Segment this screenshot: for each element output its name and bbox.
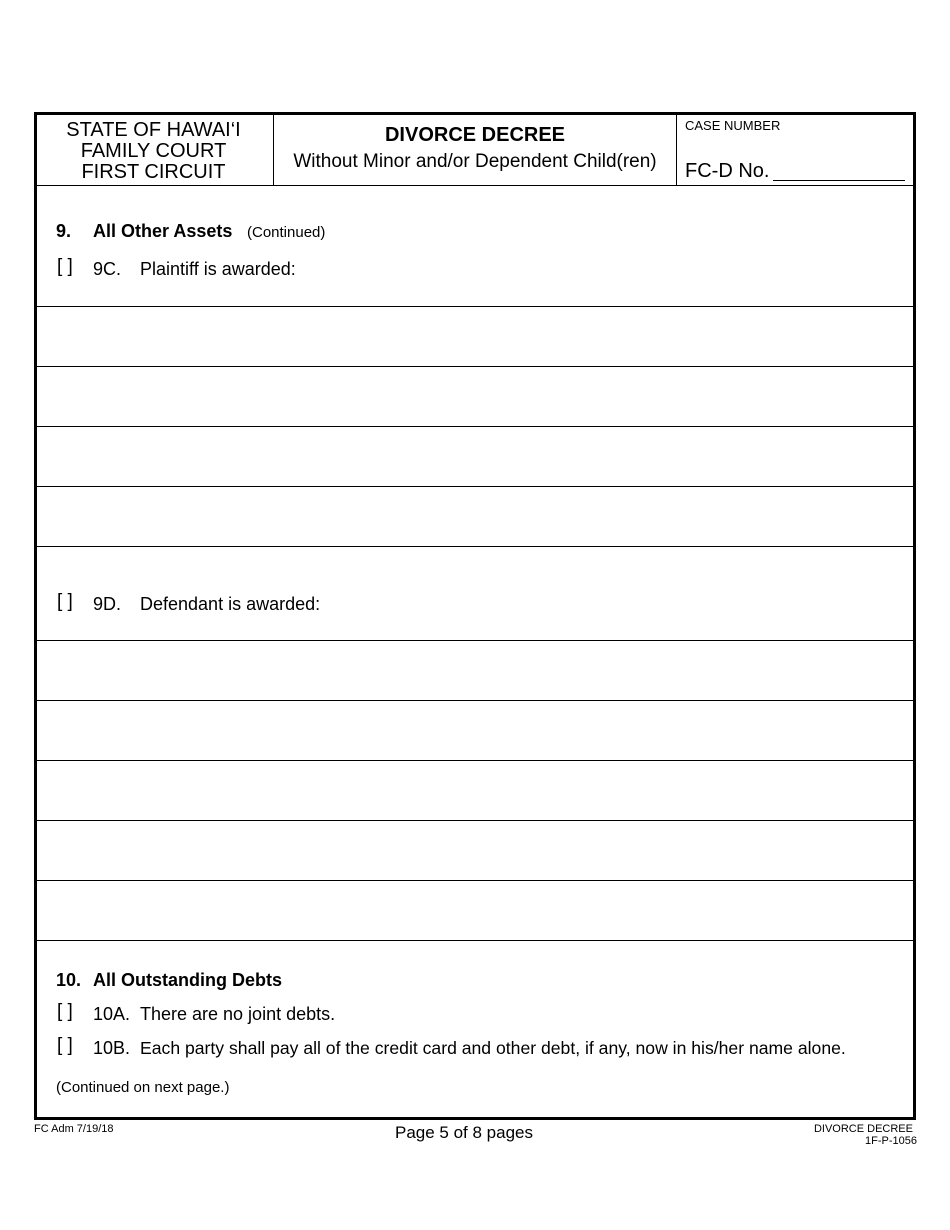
checkbox-9d[interactable]: [ ] <box>57 591 73 612</box>
ruled-line[interactable] <box>37 426 913 427</box>
page-number: Page 5 of 8 pages <box>395 1123 534 1142</box>
checkbox-10a[interactable]: [ ] <box>57 1001 73 1022</box>
court-name-cell <box>34 112 274 186</box>
form-header <box>34 112 916 186</box>
ruled-line[interactable] <box>37 820 913 821</box>
item-9d-label: 9D. <box>93 594 122 614</box>
document-subtitle: Without Minor and/or Dependent Child(ren) <box>293 151 657 172</box>
section-10-number: 10. <box>56 970 82 990</box>
section-9-title: All Other Assets <box>93 221 233 241</box>
continued-note: (Continued on next page.) <box>56 1079 230 1096</box>
footer-doc-name: DIVORCE DECREE <box>813 1123 913 1135</box>
section-9-number: 9. <box>56 221 72 241</box>
item-10a-label: 10A. <box>93 1004 131 1024</box>
item-9c-label: 9C. <box>93 259 122 279</box>
document-title: DIVORCE DECREE <box>384 124 566 146</box>
item-9c-text: Plaintiff is awarded: <box>140 259 296 279</box>
ruled-line[interactable] <box>37 880 913 881</box>
form-code: FC Adm 7/19/18 <box>34 1123 114 1135</box>
court-state: STATE OF HAWAI‘I <box>66 119 241 141</box>
section-9-continued: (Continued) <box>247 224 326 241</box>
ruled-line[interactable] <box>37 940 913 941</box>
section-10-title: All Outstanding Debts <box>93 970 282 990</box>
case-number-field[interactable] <box>773 180 905 181</box>
ruled-line[interactable] <box>37 486 913 487</box>
ruled-line[interactable] <box>37 306 913 307</box>
court-circuit: FIRST CIRCUIT <box>81 161 226 183</box>
ruled-line[interactable] <box>37 760 913 761</box>
case-number-label: CASE NUMBER <box>685 118 781 133</box>
footer-doc-number: 1F-P-1056 <box>865 1135 917 1147</box>
ruled-line[interactable] <box>37 640 913 641</box>
case-number-cell <box>677 112 916 186</box>
item-10b-text: Each party shall pay all of the credit card and other debt, if any, now in his/her name alone. <box>140 1038 846 1058</box>
item-10a-text: There are no joint debts. <box>140 1004 336 1024</box>
item-9d-text: Defendant is awarded: <box>140 594 321 614</box>
item-10b-label: 10B. <box>93 1038 131 1058</box>
court-type: FAMILY COURT <box>80 140 227 162</box>
ruled-line[interactable] <box>37 700 913 701</box>
checkbox-9c[interactable]: [ ] <box>57 256 73 277</box>
ruled-line[interactable] <box>37 366 913 367</box>
document-title-cell <box>274 112 677 186</box>
checkbox-10b[interactable]: [ ] <box>57 1035 73 1056</box>
fcd-label: FC-D No. <box>685 160 770 182</box>
ruled-line[interactable] <box>37 546 913 547</box>
